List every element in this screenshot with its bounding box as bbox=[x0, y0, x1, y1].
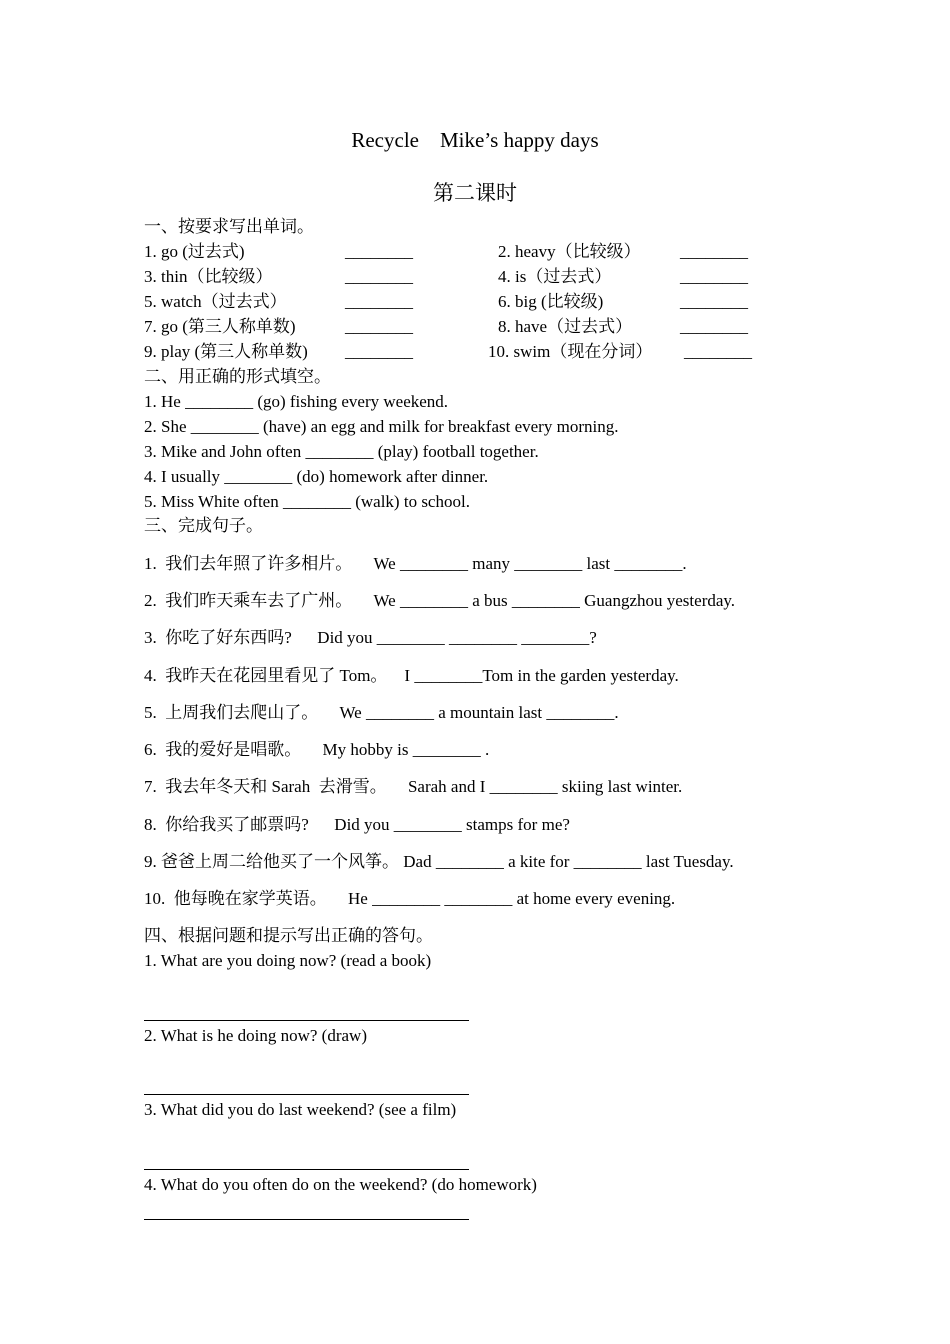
section2-item-3: 3. Mike and John often ________ (play) football together. bbox=[144, 442, 539, 461]
section2-item-2: 2. She ________ (have) an egg and milk for breakfast every morning. bbox=[144, 417, 619, 436]
section3-item-10: 10. 他每晚在家学英语。 He ________ ________ at home every evening. bbox=[144, 889, 676, 908]
section1-item-1: 1. go (过去式) bbox=[144, 242, 245, 261]
section1-heading: 一、按要求写出单词。 bbox=[144, 217, 314, 236]
page-title: Recycle Mike’s happy days bbox=[351, 128, 599, 152]
section4-question-2: 2. What is he doing now? (draw) bbox=[144, 1026, 367, 1045]
section1-item-10: 10. swim（现在分词） bbox=[488, 342, 653, 361]
page-subtitle: 第二课时 bbox=[433, 181, 517, 205]
section4-question-3: 3. What did you do last weekend? (see a film) bbox=[144, 1100, 457, 1119]
section4-question-4: 4. What do you often do on the weekend? (do homework) bbox=[144, 1175, 537, 1194]
section1-blank-8: ________ bbox=[680, 317, 748, 336]
section1-item-9: 9. play (第三人称单数) bbox=[144, 342, 308, 361]
section1-blank-5: ________ bbox=[345, 292, 413, 311]
section1-item-7: 7. go (第三人称单数) bbox=[144, 317, 296, 336]
section1-blank-9: ________ bbox=[345, 342, 413, 361]
section2-heading: 二、用正确的形式填空。 bbox=[144, 367, 331, 386]
section1-item-3: 3. thin（比较级） bbox=[144, 267, 273, 286]
section1-blank-4: ________ bbox=[680, 267, 748, 286]
section3-item-9: 9. 爸爸上周二给他买了一个风筝。 Dad ________ a kite for ________ last Tuesday. bbox=[144, 852, 734, 871]
section4-answer-line-4[interactable] bbox=[144, 1219, 469, 1220]
section1-item-5: 5. watch（过去式） bbox=[144, 292, 287, 311]
section3-item-6: 6. 我的爱好是唱歌。 My hobby is ________ . bbox=[144, 740, 490, 759]
section1-blank-1: ________ bbox=[345, 242, 413, 261]
section1-blank-6: ________ bbox=[680, 292, 748, 311]
section3-item-3: 3. 你吃了好东西吗? Did you ________ ________ ________? bbox=[144, 628, 597, 647]
section1-item-4: 4. is（过去式） bbox=[498, 267, 612, 286]
section3-heading: 三、完成句子。 bbox=[144, 516, 263, 535]
section3-item-7: 7. 我去年冬天和 Sarah 去滑雪。 Sarah and I ________ skiing last winter. bbox=[144, 777, 683, 796]
section4-question-1: 1. What are you doing now? (read a book) bbox=[144, 951, 432, 970]
section2-item-1: 1. He ________ (go) fishing every weekend. bbox=[144, 392, 449, 411]
section3-item-8: 8. 你给我买了邮票吗? Did you ________ stamps for me? bbox=[144, 815, 570, 834]
section1-item-8: 8. have（过去式） bbox=[498, 317, 633, 336]
section4-answer-line-2[interactable] bbox=[144, 1094, 469, 1095]
section3-item-2: 2. 我们昨天乘车去了广州。 We ________ a bus ________ Guangzhou yesterday. bbox=[144, 591, 736, 610]
section3-item-4: 4. 我昨天在花园里看见了 Tom。 I ________Tom in the garden yesterday. bbox=[144, 666, 679, 685]
section3-item-1: 1. 我们去年照了许多相片。 We ________ many ________ last ________. bbox=[144, 554, 687, 573]
section2-item-5: 5. Miss White often ________ (walk) to school. bbox=[144, 492, 470, 511]
section1-blank-10: ________ bbox=[684, 342, 752, 361]
section4-answer-line-1[interactable] bbox=[144, 1020, 469, 1021]
section1-item-2: 2. heavy（比较级） bbox=[498, 242, 641, 261]
section2-item-4: 4. I usually ________ (do) homework after dinner. bbox=[144, 467, 489, 486]
section1-blank-2: ________ bbox=[680, 242, 748, 261]
section4-heading: 四、根据问题和提示写出正确的答句。 bbox=[144, 926, 433, 945]
section1-blank-3: ________ bbox=[345, 267, 413, 286]
section1-blank-7: ________ bbox=[345, 317, 413, 336]
section4-answer-line-3[interactable] bbox=[144, 1169, 469, 1170]
section3-item-5: 5. 上周我们去爬山了。 We ________ a mountain last ________. bbox=[144, 703, 619, 722]
section1-item-6: 6. big (比较级) bbox=[498, 292, 604, 311]
